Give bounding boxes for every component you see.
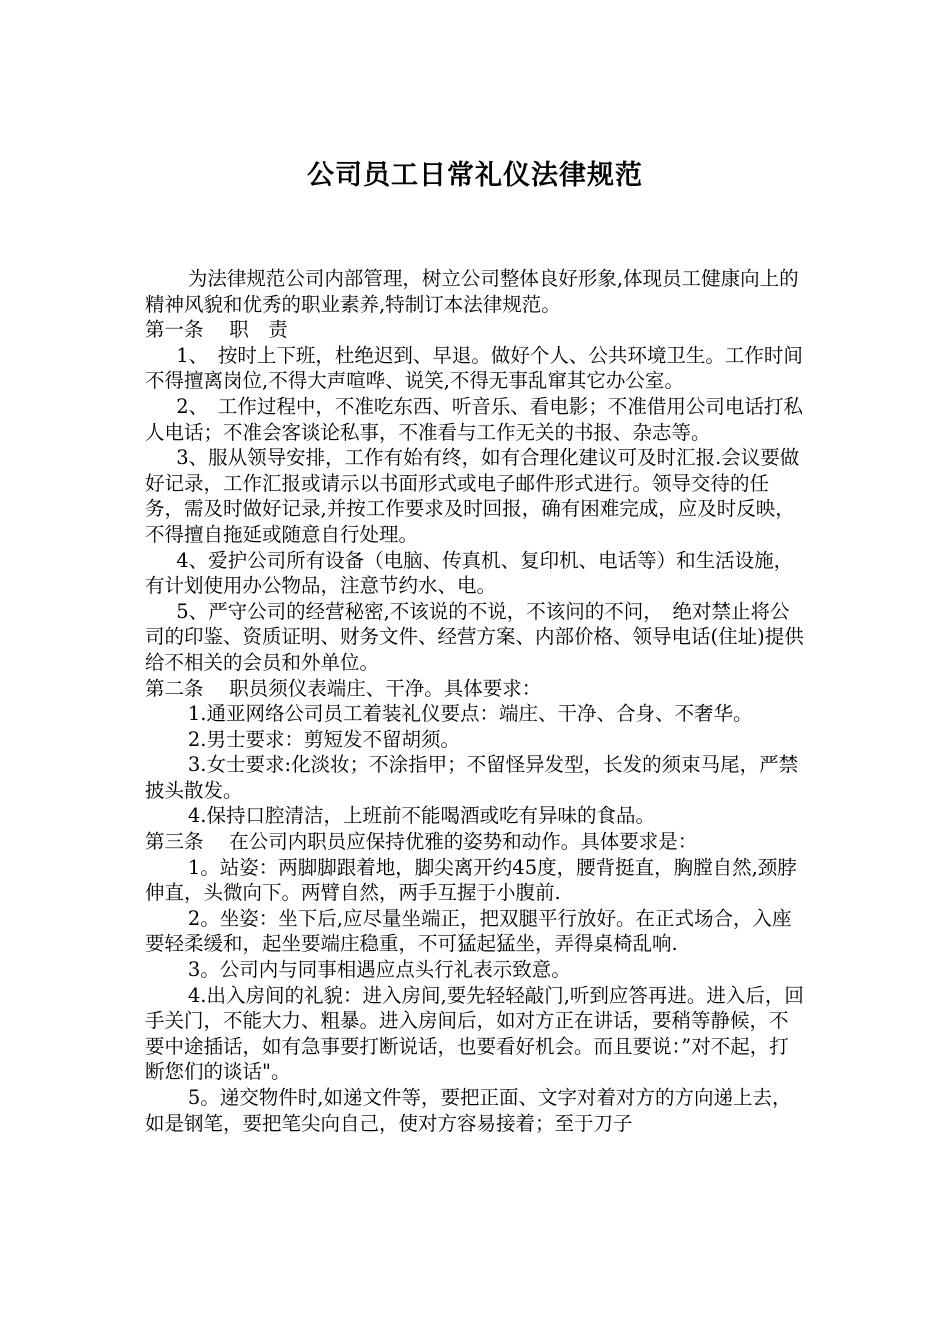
clause-1-item-3: 3、服从领导安排，工作有始有终，如有合理化建议可及时汇报.会议要做好记录，工作汇报或请示以书面形式或电子邮件形式进行。领导交待的任务，需及时做好记录,并按工作要求及时回报，确有困难完成，应及时反映，不得擅自拖延或随意自行处理。: [145, 446, 800, 546]
clause-1-item-5: 5、严守公司的经营秘密,不该说的不说，不该问的不问， 绝对禁止将公司的印鉴、资质证明、财务文件、经营方案、内部价格、领导电话(住址)提供给不相关的会员和外单位。: [145, 599, 804, 674]
clause-1-item-4: 4、爱护公司所有设备（电脑、传真机、复印机、电话等）和生活设施，有计划使用办公物品，注意节约水、电。: [145, 548, 794, 598]
section-heading-3: 第三条 在公司内职员应保持优雅的姿势和动作。具体要求是：: [145, 830, 698, 854]
document-title: 公司员工日常礼仪法律规范: [307, 160, 643, 191]
section-heading-2: 第二条 职员须仪表端庄、干净。具体要求：: [145, 676, 542, 700]
clause-2-item-2: 2.男士要求：剪短发不留胡须。: [187, 727, 460, 751]
clause-3-item-2: 2。坐姿：坐下后,应尽量坐端正，把双腿平行放好。在正式场合，入座要轻柔缓和，起坐要端庄稳重，不可猛起猛坐，弄得桌椅乱响.: [145, 906, 792, 956]
document-body: [145, 266, 807, 1136]
clause-3-item-1: 1。站姿：两脚脚跟着地，脚尖离开约45度，腰背挺直，胸膛自然,颈脖伸直，头微向下。两臂自然，两手互握于小腹前.: [145, 855, 797, 905]
clause-1-item-1: 1、 按时上下班，杜绝迟到、早退。做好个人、公共环境卫生。工作时间不得擅离岗位,不得大声喧哗、说笑,不得无事乱窜其它办公室。: [145, 343, 803, 393]
clause-2-item-1: 1.通亚网络公司员工着装礼仪要点：端庄、干净、合身、不奢华。: [187, 702, 753, 726]
intro-paragraph: 为法律规范公司内部管理，树立公司整体良好形象,体现员工健康向上的精神风貌和优秀的职业素养,特制订本法律规范。: [145, 267, 799, 316]
clause-3-item-3: 3。公司内与同事相遇应点头行礼表示致意。: [187, 958, 571, 982]
clause-1-item-2: 2、 工作过程中，不准吃东西、听音乐、看电影；不准借用公司电话打私人电话；不准会客谈论私事，不准看与工作无关的书报、杂志等。: [145, 394, 803, 444]
clause-2-item-3: 3.女士要求:化淡妆；不涂指甲；不留怪异发型，长发的须束马尾，严禁披头散发。: [145, 753, 799, 802]
clause-2-item-4: 4.保持口腔清洁，上班前不能喝酒或吃有异味的食品。: [187, 804, 655, 828]
section-heading-1: 第一条 职 责: [145, 318, 288, 342]
clause-3-item-4: 4.出入房间的礼貌：进入房间,要先轻轻敲门,听到应答再进。进入后，回手关门，不能大力、粗暴。进入房间后，如对方正在讲话，要稍等静候，不要中途插话，如有急事要打断说话，也要看好机会。而且要说：”对不起，打断您们的谈话"。: [145, 983, 804, 1084]
clause-3-item-5: 5。递交物件时,如递文件等，要把正面、文字对着对方的方向递上去，如是钢笔，要把笔尖向自己，使对方容易接着；至于刀子: [145, 1086, 792, 1135]
